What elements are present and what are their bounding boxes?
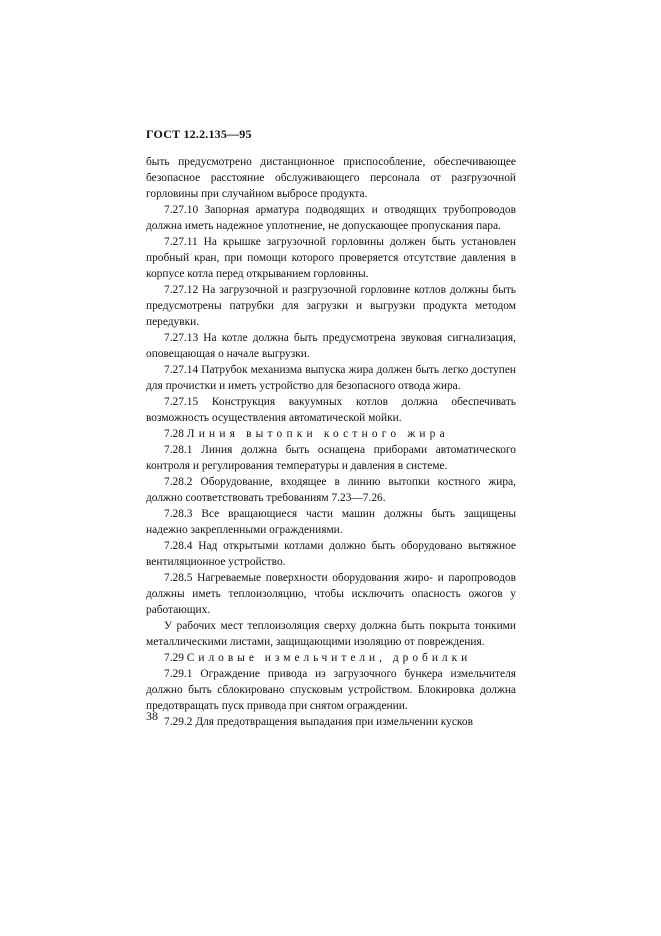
document-header: ГОСТ 12.2.135—95 — [146, 127, 252, 141]
document-body — [146, 154, 516, 730]
paragraph: 7.28.2 Оборудование, входящее в линию вытопки костного жира, должно соответствовать требованиям 7.23—7.26. — [146, 476, 516, 504]
section-heading — [146, 650, 516, 666]
paragraph: У рабочих мест теплоизоляция сверху должна быть покрыта тонкими металлическими листами, защищающими изоляцию от повреждения. — [146, 620, 516, 648]
section-title: Линия вытопки костного жира — [186, 428, 449, 440]
section-number: 7.28 — [164, 428, 184, 440]
section-title: Силовые измельчители, дробилки — [186, 652, 472, 664]
paragraph: быть предусмотрено дистанционное приспособление, обеспечивающее безопасное расстояние обслуживающего персонала от разгрузочной горловины при случайном выбросе продукта. — [146, 156, 516, 200]
paragraph: 7.28.5 Нагреваемые поверхности оборудования жиро- и паропроводов должны иметь теплоизоляцию, чтобы исключить опасность ожогов у работающих. — [146, 572, 516, 616]
paragraph: 7.29.2 Для предотвращения выпадания при измельчении кусков — [164, 716, 473, 728]
paragraph: 7.28.3 Все вращающиеся части машин должны быть защищены надежно закрепленными ограждениями. — [146, 508, 516, 536]
paragraph: 7.28.1 Линия должна быть оснащена приборами автоматического контроля и регулирования температуры и давления в системе. — [146, 444, 516, 472]
paragraph: 7.27.10 Запорная арматура подводящих и отводящих трубопроводов должна иметь надежное уплотнение, не допускающее пропускания пара. — [146, 204, 516, 232]
paragraph: 7.28.4 Над открытыми котлами должно быть оборудовано вытяжное вентиляционное устройство. — [146, 540, 516, 568]
page-number: 38 — [146, 709, 158, 723]
paragraph: 7.27.14 Патрубок механизма выпуска жира должен быть легко доступен для прочистки и иметь устройство для безопасного отвода жира. — [146, 364, 516, 392]
paragraph: 7.27.15 Конструкция вакуумных котлов должна обеспечивать возможность осуществления автоматической мойки. — [146, 396, 516, 424]
section-number: 7.29 — [164, 652, 184, 664]
paragraph: 7.27.13 На котле должна быть предусмотрена звуковая сигнализация, оповещающая о начале выгрузки. — [146, 332, 516, 360]
paragraph: 7.27.12 На загрузочной и разгрузочной горловине котлов должны быть предусмотрены патрубки для загрузки и выгрузки продукта методом передувки. — [146, 284, 516, 328]
paragraph: 7.27.11 На крышке загрузочной горловины должен быть установлен пробный кран, при помощи которого проверяется отсутствие давления в корпусе котла перед открыванием горловины. — [146, 236, 516, 280]
section-heading — [146, 426, 516, 442]
paragraph: 7.29.1 Ограждение привода из загрузочного бункера измельчителя должно быть сблокировано спусковым устройством. Блокировка должна предотвращать пуск привода при снятом ограждении. — [146, 668, 516, 712]
